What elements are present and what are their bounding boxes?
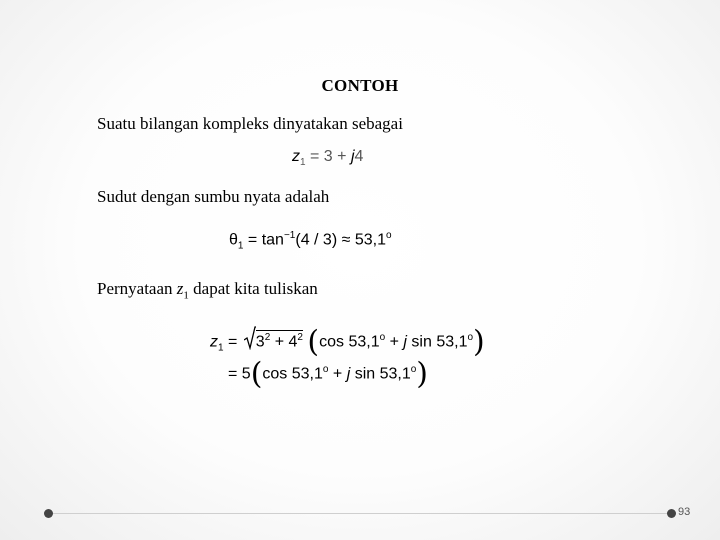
square-root	[244, 330, 303, 351]
equation-angle	[229, 230, 392, 252]
eq4-close-paren: )	[416, 356, 429, 392]
radicand-exp-a: 2	[264, 332, 271, 343]
eq2-sub: 1	[237, 240, 244, 252]
eq2-exp: −1	[283, 230, 296, 241]
footer-right-dot-icon	[667, 509, 676, 518]
radicand-a: 3	[255, 333, 265, 351]
p3-sub: 1	[183, 289, 189, 302]
radicand-mid: + 4	[270, 333, 298, 351]
eq3-open-paren: (	[307, 324, 320, 360]
eq2-deg: o	[385, 230, 392, 241]
radicand-exp-b: 2	[297, 332, 303, 343]
eq4-deg1: o	[322, 364, 329, 375]
eq2-b: (4 / 3) ≈ 53,1	[295, 231, 386, 249]
paragraph-1: Suatu bilangan kompleks dinyatakan sebagai	[97, 114, 403, 133]
p3-var: z	[176, 279, 184, 298]
eq3-plus: +	[385, 333, 404, 351]
footer-left-dot-icon	[44, 509, 53, 518]
eq4-lead: = 5	[228, 365, 251, 383]
footer-divider	[48, 513, 672, 514]
radicand	[256, 330, 303, 351]
eq3-eq: =	[223, 333, 242, 351]
eq4-open-paren: (	[250, 356, 263, 392]
eq3-j: j	[403, 333, 407, 351]
eq4-j: j	[346, 365, 351, 383]
page-number: 93	[678, 506, 691, 518]
eq1-rhs-a: = 3 +	[305, 148, 351, 165]
eq3-cos: cos 53,1	[319, 333, 380, 351]
eq3-deg1: o	[379, 332, 386, 343]
equation-polar-2	[228, 356, 429, 392]
eq1-z: z	[292, 148, 300, 165]
p3-after: dapat kita tuliskan	[188, 279, 318, 298]
paragraph-2: Sudut dengan sumbu nyata adalah	[97, 187, 330, 206]
eq4-sin: sin 53,1	[350, 365, 411, 383]
eq2-theta: θ	[229, 231, 238, 249]
eq2-a: = tan	[243, 231, 284, 249]
equation-polar-1	[210, 324, 485, 360]
eq3-close-paren: )	[473, 324, 485, 360]
eq3-deg2: o	[467, 332, 474, 343]
eq1-sub: 1	[300, 157, 306, 169]
radical-sign	[244, 326, 256, 350]
paragraph-3	[97, 279, 318, 301]
eq3-z: z	[210, 333, 218, 351]
eq4-plus: +	[328, 365, 347, 383]
eq1-rhs-b: 4	[354, 148, 364, 165]
eq3-sin: sin 53,1	[406, 333, 468, 351]
slide-title: CONTOH	[321, 76, 399, 95]
eq4-deg2: o	[410, 364, 417, 375]
eq1-j: j	[350, 148, 355, 165]
equation-z1-definition	[292, 148, 363, 168]
eq4-cos: cos 53,1	[262, 365, 323, 383]
p3-before: Pernyataan	[97, 279, 177, 298]
eq3-sub: 1	[218, 342, 224, 354]
